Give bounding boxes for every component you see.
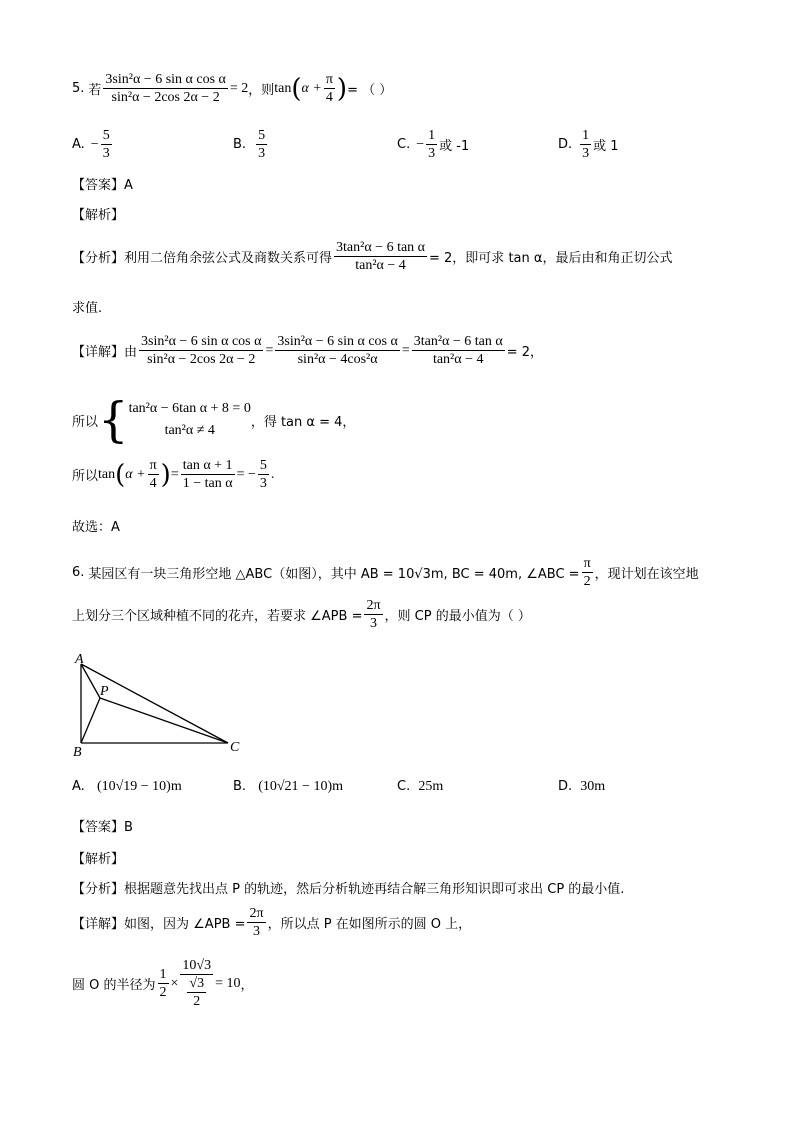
q5-system: 所以 { tan²α − 6tan α + 8 = 0 tan²α ≠ 4 ，得 tan α = 4， — [72, 392, 356, 448]
q5-ruo: 若 — [88, 83, 102, 98]
q5-xiangjie: 【详解】 由 $\frac{\text{3sin²α − 6 sin α cos α}}{\text{sin²α − 2cos 2α − 2}}$ = $\frac{\text{3sin²α − 6 sin α cos α}}{\text{sin²α − 4cos²α}}$ = $\frac{\text{3tan²α − 6 tan α}}{\text{tan²α − 4}}$ = 2， — [72, 334, 543, 367]
q6-stem-line1: 6. 某园区有一块三角形空地 △ABC（如图），其中 AB = 10√3m, BC = 40m, ∠ABC = $\frac{\pi}{2}$ ，现计划在该空地 — [72, 556, 699, 589]
segment-pc — [100, 698, 228, 743]
q6-option-c[interactable]: C. 25m — [397, 779, 444, 794]
label-c: C — [230, 740, 240, 755]
label-a: A — [75, 652, 84, 667]
q5-option-a[interactable]: A. − $\frac{5}{3}$ — [72, 128, 110, 161]
q6-option-b[interactable]: B. (10√21 − 10)m — [233, 779, 343, 794]
q5-condition-rhs: = 2 — [229, 80, 249, 96]
q6-radius: 圆 O 的半径为 $\frac{1}{2}$ × $\frac{10√3}{\frac{√3}{2}}$ = 10 ， — [72, 958, 254, 1009]
q5-fenxi-cont: 求值. — [72, 301, 103, 316]
q6-triangle-figure — [70, 648, 250, 760]
q5-stem: 5. 若 $\frac{\text{3sin²α − 6 sin α cos α}}{\text{sin²α − 2cos 2α − 2}}$ = 2 ，则 tan ( α + $\frac{\pi}{4}$ ) = （ ） — [72, 72, 393, 105]
q5-ze: ，则 — [248, 83, 275, 98]
q6-option-d[interactable]: D. 30m — [558, 779, 606, 794]
q5-target-alpha: α + — [301, 80, 322, 96]
q5-option-b[interactable]: B. $\frac{5}{3}$ — [233, 128, 266, 161]
q6-stem-line2: 上划分三个区域种植不同的花卉，若要求 ∠APB = $\frac{2\pi}{3}$ ，则 CP 的最小值为（ ） — [72, 598, 531, 631]
q5-target-post: = （ ） — [347, 83, 393, 98]
q5-option-c[interactable]: C. − $\frac{1}{3}$ 或 -1 — [397, 128, 470, 161]
edge-ac — [81, 664, 228, 743]
q6-fenxi: 【分析】根据题意先找出点 P 的轨迹，然后分析轨迹再结合解三角形知识即可求出 CP 的最小值. — [72, 882, 625, 897]
q5-answer: 【答案】A — [72, 178, 133, 193]
q6-answer: 【答案】B — [72, 820, 133, 835]
q5-fenxi: 【分析】 利用二倍角余弦公式及商数关系可得 $\frac{\text{3tan²α − 6 tan α}}{\text{tan²α − 4}}$ = 2，即可求 tan α，最后由和角正切公式 — [72, 240, 673, 273]
q5-condition-fraction: $\frac{\text{3sin²α − 6 sin α cos α}}{\text{sin²α − 2cos 2α − 2}}$ — [105, 72, 226, 105]
q5-option-d[interactable]: D. $\frac{1}{3}$ 或 1 — [558, 128, 619, 161]
q6-xiangjie: 【详解】 如图，因为 ∠APB = $\frac{2\pi}{3}$ ，所以点 P 在如图所示的圆 O 上， — [72, 906, 472, 939]
q6-option-a[interactable]: A. (10√19 − 10)m — [72, 779, 182, 794]
q5-guxuan: 故选：A — [72, 520, 120, 535]
q6-jiexi: 【解析】 — [72, 852, 125, 867]
label-b: B — [73, 745, 82, 760]
segment-pb — [81, 698, 100, 743]
q5-final: 所以 tan ( α + $\frac{\pi}{4}$ ) = $\frac{\text{tan α + 1}}{\text{1 − tan α}}$ = − $\frac{5}{3}$ . — [72, 458, 275, 491]
q5-target-tan: tan — [274, 80, 292, 96]
q5-jiexi: 【解析】 — [72, 208, 125, 223]
label-p: P — [100, 684, 109, 699]
q5-number: 5. — [72, 81, 85, 96]
q5-target-fraction: $\frac{\pi}{4}$ — [325, 72, 333, 105]
